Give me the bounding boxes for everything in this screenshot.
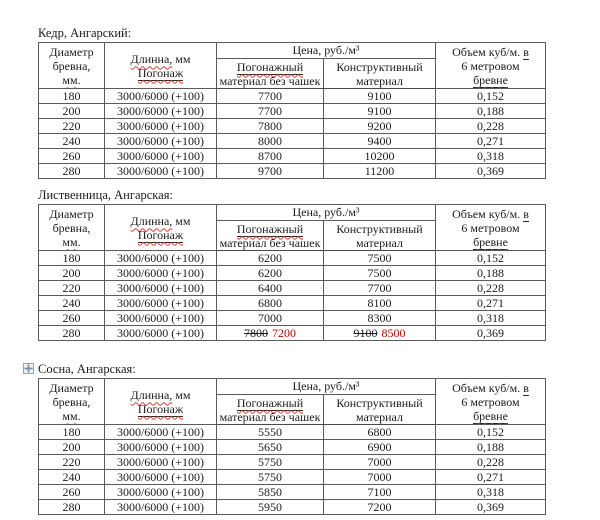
cell-diameter: 200: [39, 440, 105, 455]
cell-length: 3000/6000 (+100): [105, 455, 217, 470]
header-text-line: [436, 207, 545, 221]
cell-price-linear: 7700: [217, 104, 324, 119]
cell-length: 3000/6000 (+100): [105, 251, 217, 266]
cell-diameter: 220: [39, 119, 105, 134]
cell-price-structural: 7100: [324, 485, 436, 500]
spellcheck-word: бревне: [473, 72, 508, 87]
header-price-structural: [324, 221, 436, 251]
header-price-linear: [217, 221, 324, 251]
cell-volume: 0,318: [436, 485, 546, 500]
cell-volume: 0,271: [436, 296, 546, 311]
header-text-line: бревна,: [52, 220, 91, 235]
spellcheck-word: мм.: [62, 408, 81, 423]
header-text-line: Диаметр: [49, 380, 94, 395]
table-row: [39, 425, 546, 440]
revised-price: 8500: [381, 326, 406, 340]
cell-volume: 0,188: [436, 440, 546, 455]
cell-diameter: 260: [39, 311, 105, 326]
table-row: [39, 251, 546, 266]
cell-price-structural: 7200: [324, 500, 436, 515]
header-text: Цена, руб./м³: [292, 205, 360, 219]
cell-price-linear: 9700: [217, 164, 324, 179]
cell-length: 3000/6000 (+100): [105, 470, 217, 485]
table-row: [39, 134, 546, 149]
header-price-linear: [217, 59, 324, 89]
spellcheck-word: Погонаж: [137, 401, 184, 416]
cell-price-structural: 8100: [324, 296, 436, 311]
header-length: [105, 43, 217, 89]
header-text-line: бревна,: [52, 394, 91, 409]
cell-length: 3000/6000 (+100): [105, 89, 217, 104]
table-row: [39, 104, 546, 119]
table-row: [39, 266, 546, 281]
header-price-linear: [217, 395, 324, 425]
cell-diameter: 240: [39, 296, 105, 311]
cell-volume: 0,152: [436, 251, 546, 266]
cell-length: 3000/6000 (+100): [105, 296, 217, 311]
header-price-structural: [324, 395, 436, 425]
header-text-line: [105, 66, 216, 80]
cell-diameter: 280: [39, 500, 105, 515]
cell-length: 3000/6000 (+100): [105, 266, 217, 281]
header-diameter: [39, 205, 105, 251]
cell-price-structural: 9100: [324, 89, 436, 104]
cell-volume: 0,271: [436, 470, 546, 485]
header-row-top: [39, 205, 546, 221]
cell-price-linear: [217, 326, 324, 341]
cell-diameter: 220: [39, 455, 105, 470]
header-text-line: материал: [356, 409, 403, 424]
cell-price-structural: 11200: [324, 164, 436, 179]
header-text-line: Диаметр: [49, 44, 94, 59]
cell-volume: 0,228: [436, 455, 546, 470]
header-text-line: материал: [356, 73, 403, 88]
old-price: 7800: [244, 326, 268, 340]
table-row: [39, 485, 546, 500]
table-row: [39, 89, 546, 104]
header-price-group: [217, 205, 436, 221]
cell-length: 3000/6000 (+100): [105, 326, 217, 341]
table-header: [39, 379, 546, 425]
cell-length: 3000/6000 (+100): [105, 311, 217, 326]
cell-diameter: 260: [39, 485, 105, 500]
header-text: Цена, руб./м³: [292, 379, 360, 393]
header-row-top: [39, 43, 546, 59]
cell-volume: 0,318: [436, 149, 546, 164]
cell-price-linear: 6400: [217, 281, 324, 296]
header-text-line: [217, 60, 323, 74]
header-text: мм: [175, 213, 191, 228]
cell-price-linear: 5550: [217, 425, 324, 440]
header-volume: [436, 379, 546, 425]
header-text: мм: [175, 387, 191, 402]
spellcheck-word: Погонажный: [236, 221, 304, 236]
cell-price-linear: 6800: [217, 296, 324, 311]
price-table-section: [38, 188, 545, 341]
table-row: [39, 311, 546, 326]
cell-price-linear: 6200: [217, 266, 324, 281]
old-price: 9100: [353, 326, 378, 340]
table-row: [39, 470, 546, 485]
move-cross-glyph: [24, 364, 33, 373]
header-price-group: [217, 43, 436, 59]
header-text-line: [105, 52, 216, 66]
cell-price-structural: 7700: [324, 281, 436, 296]
cell-price-linear: 8000: [217, 134, 324, 149]
header-length: [105, 379, 217, 425]
cell-diameter: 180: [39, 89, 105, 104]
cell-volume: 0,188: [436, 266, 546, 281]
header-volume: [436, 43, 546, 89]
spellcheck-word: Длинна,: [130, 387, 173, 402]
spellcheck-word: Погонаж: [137, 227, 184, 242]
price-table: [38, 204, 546, 341]
cell-price-structural: 9200: [324, 119, 436, 134]
cell-volume: 0,152: [436, 89, 546, 104]
header-row-top: [39, 379, 546, 395]
cell-diameter: 180: [39, 251, 105, 266]
cell-diameter: 220: [39, 281, 105, 296]
header-text-line: материал без чашек: [219, 73, 321, 88]
header-diameter: [39, 43, 105, 89]
header-text-line: [436, 73, 545, 87]
section-title: Лиственница, Ангарская:: [38, 188, 173, 202]
header-text-line: [105, 214, 216, 228]
cell-price-linear: 7800: [217, 119, 324, 134]
cell-length: 3000/6000 (+100): [105, 119, 217, 134]
cell-volume: 0,188: [436, 104, 546, 119]
section-title: Сосна, Ангарская:: [38, 362, 136, 376]
cell-volume: 0,271: [436, 134, 546, 149]
table-row: [39, 281, 546, 296]
cell-length: 3000/6000 (+100): [105, 440, 217, 455]
spellcheck-word: Длинна,: [130, 51, 173, 66]
table-header: [39, 43, 546, 89]
table-body: [39, 251, 546, 341]
header-text-line: [39, 409, 104, 423]
cell-price-structural: [324, 326, 436, 341]
cell-length: 3000/6000 (+100): [105, 134, 217, 149]
header-text-line: [39, 235, 104, 249]
revised-price: 7200: [272, 326, 296, 340]
table-row: [39, 296, 546, 311]
header-text-line: [436, 381, 545, 395]
header-text-line: материал: [356, 235, 403, 250]
cell-length: 3000/6000 (+100): [105, 164, 217, 179]
table-row: [39, 149, 546, 164]
spellcheck-word: бревне: [473, 234, 508, 249]
header-text-line: бревна,: [52, 58, 91, 73]
header-text-line: [105, 228, 216, 242]
cell-price-structural: 9400: [324, 134, 436, 149]
table-body: [39, 425, 546, 515]
header-text-line: 6 метровом: [461, 58, 520, 73]
cell-price-structural: 8300: [324, 311, 436, 326]
section-title: Кедр, Ангарский:: [38, 26, 132, 40]
cell-price-structural: 7000: [324, 470, 436, 485]
cell-price-structural: 9100: [324, 104, 436, 119]
table-row: [39, 455, 546, 470]
header-text: Цена, руб./м³: [292, 43, 360, 57]
header-text-line: [105, 402, 216, 416]
cell-length: 3000/6000 (+100): [105, 500, 217, 515]
cell-diameter: 240: [39, 134, 105, 149]
cell-diameter: 200: [39, 104, 105, 119]
header-text-line: [436, 235, 545, 249]
header-text-line: Конструктивный: [336, 59, 423, 74]
cell-diameter: 260: [39, 149, 105, 164]
table-row: [39, 164, 546, 179]
price-table-section: [38, 362, 545, 515]
cell-diameter: 280: [39, 326, 105, 341]
header-text-line: материал без чашек: [219, 235, 321, 250]
price-table: [38, 378, 546, 515]
header-text: в: [523, 380, 529, 395]
cell-price-structural: 6900: [324, 440, 436, 455]
spellcheck-word: бревне: [473, 408, 508, 423]
header-text-line: 6 метровом: [461, 394, 520, 409]
cell-price-structural: 10200: [324, 149, 436, 164]
table-move-handle-icon[interactable]: [23, 363, 34, 374]
cell-price-linear: 5750: [217, 455, 324, 470]
cell-volume: 0,369: [436, 164, 546, 179]
table-row: [39, 119, 546, 134]
cell-diameter: 180: [39, 425, 105, 440]
cell-price-linear: 7700: [217, 89, 324, 104]
header-text-line: [436, 409, 545, 423]
cell-price-linear: 6200: [217, 251, 324, 266]
cell-diameter: 280: [39, 164, 105, 179]
header-text-line: Конструктивный: [336, 395, 423, 410]
header-text: в: [523, 206, 529, 221]
cell-length: 3000/6000 (+100): [105, 281, 217, 296]
header-text: Объем куб/м.: [452, 380, 521, 395]
header-text-line: 6 метровом: [461, 220, 520, 235]
header-text: Объем куб/м.: [452, 206, 521, 221]
header-text-line: [105, 388, 216, 402]
cell-volume: 0,152: [436, 425, 546, 440]
cell-length: 3000/6000 (+100): [105, 425, 217, 440]
header-text-line: материал без чашек: [219, 409, 321, 424]
cell-volume: 0,228: [436, 119, 546, 134]
header-diameter: [39, 379, 105, 425]
header-text-line: [217, 222, 323, 236]
table-header: [39, 205, 546, 251]
cell-price-structural: 6800: [324, 425, 436, 440]
cell-volume: 0,228: [436, 281, 546, 296]
header-price-group: [217, 379, 436, 395]
header-price-structural: [324, 59, 436, 89]
cell-price-structural: 7500: [324, 251, 436, 266]
cell-price-linear: 5950: [217, 500, 324, 515]
header-text-line: [217, 396, 323, 410]
header-volume: [436, 205, 546, 251]
cell-price-linear: 8700: [217, 149, 324, 164]
header-text-line: [436, 45, 545, 59]
header-text: в: [523, 44, 529, 59]
cell-price-linear: 5750: [217, 470, 324, 485]
header-text-line: Диаметр: [49, 206, 94, 221]
cell-length: 3000/6000 (+100): [105, 149, 217, 164]
cell-length: 3000/6000 (+100): [105, 485, 217, 500]
header-text-line: Конструктивный: [336, 221, 423, 236]
cell-price-linear: 7000: [217, 311, 324, 326]
header-length: [105, 205, 217, 251]
cell-price-linear: 5650: [217, 440, 324, 455]
table-row: [39, 500, 546, 515]
spellcheck-word: Погонаж: [137, 65, 184, 80]
spellcheck-word: Погонажный: [236, 395, 304, 410]
price-table: [38, 42, 546, 179]
cell-length: 3000/6000 (+100): [105, 104, 217, 119]
table-row: [39, 440, 546, 455]
spellcheck-word: мм.: [62, 72, 81, 87]
cell-price-structural: 7500: [324, 266, 436, 281]
cell-diameter: 200: [39, 266, 105, 281]
cell-diameter: 240: [39, 470, 105, 485]
spellcheck-word: Длинна,: [130, 213, 173, 228]
header-text-line: [39, 73, 104, 87]
table-body: [39, 89, 546, 179]
header-text: Объем куб/м.: [452, 44, 521, 59]
spellcheck-word: мм.: [62, 234, 81, 249]
table-row: [39, 326, 546, 341]
cell-price-structural: 7000: [324, 455, 436, 470]
cell-volume: 0,369: [436, 500, 546, 515]
header-text: мм: [175, 51, 191, 66]
price-table-section: [38, 26, 545, 179]
cell-volume: 0,318: [436, 311, 546, 326]
cell-volume: 0,369: [436, 326, 546, 341]
spellcheck-word: Погонажный: [236, 59, 304, 74]
cell-price-linear: 5850: [217, 485, 324, 500]
